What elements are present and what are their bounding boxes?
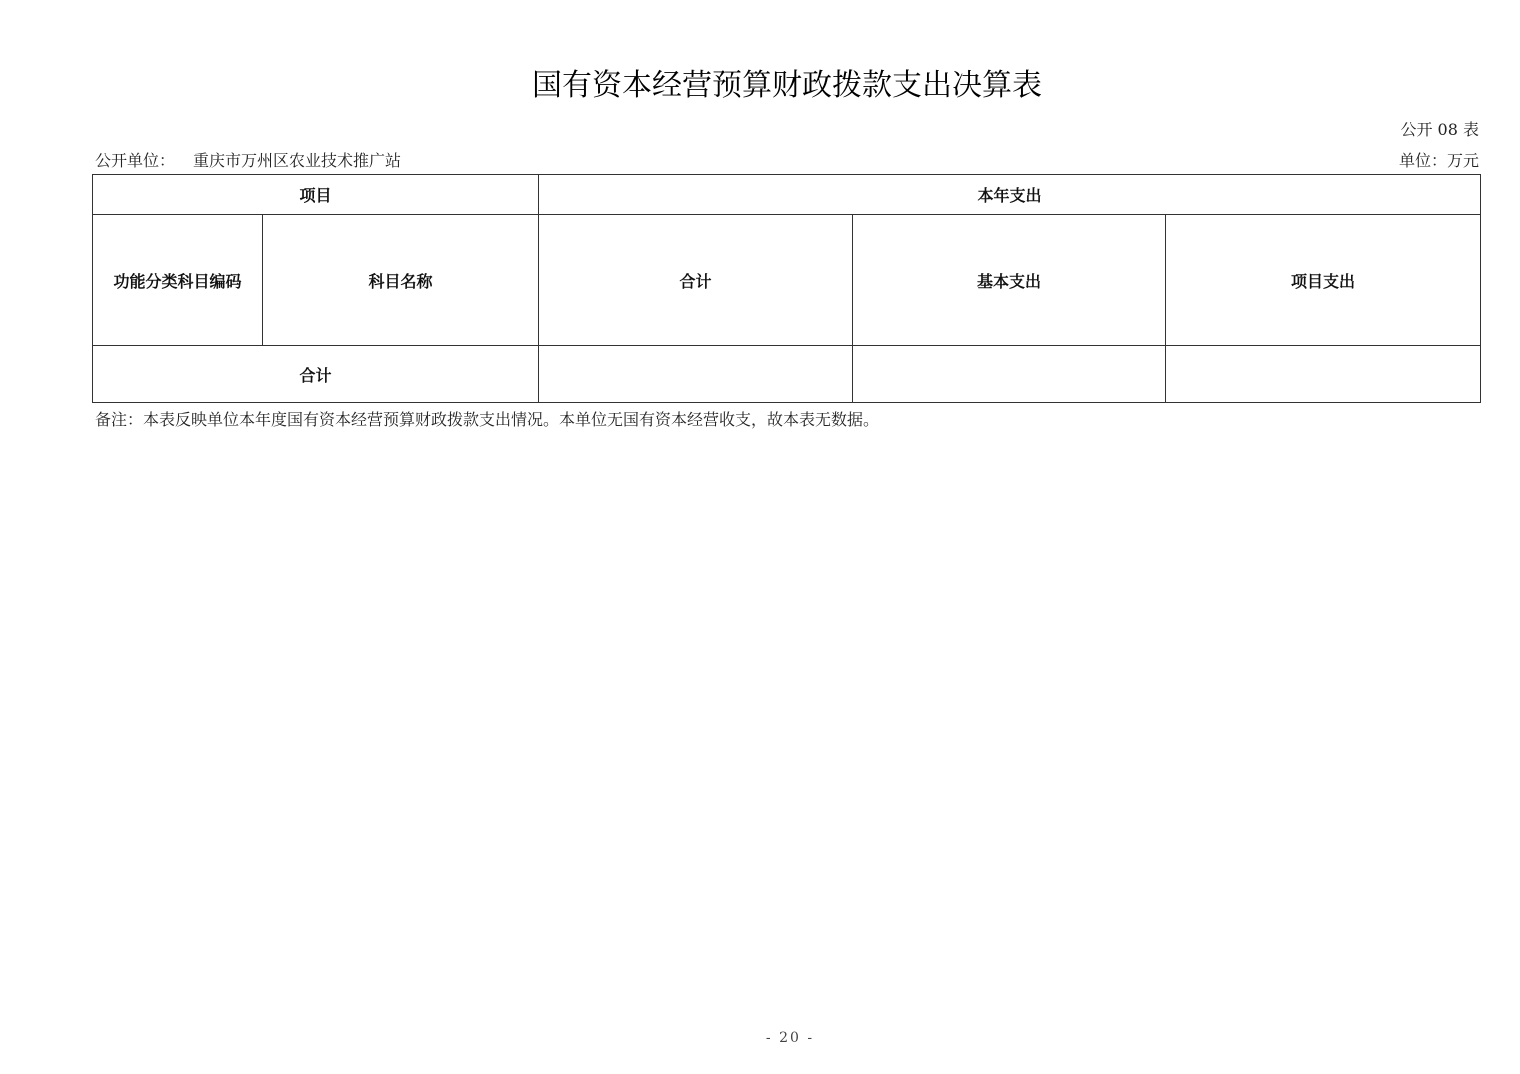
header-item: 项目: [93, 175, 539, 215]
currency-unit: 单位：万元: [1398, 151, 1479, 170]
total-label: 合计: [93, 346, 539, 403]
header-basic: 基本支出: [853, 215, 1166, 346]
project-value: [1166, 346, 1481, 403]
document-title: 国有资本经营预算财政拨款支出决算表: [532, 68, 1042, 103]
reporting-unit: [95, 148, 401, 171]
group-header-row: [93, 175, 1481, 215]
budget-expense-table: [92, 174, 1481, 403]
header-name: 科目名称: [263, 215, 539, 346]
table-note: 备注：本表反映单位本年度国有资本经营预算财政拨款支出情况。本单位无国有资本经营收支，故本表无数据。: [95, 410, 880, 429]
page-number: - 20 -: [765, 1030, 815, 1046]
header-current-year-expense: 本年支出: [539, 175, 1481, 215]
header-project: 项目支出: [1166, 215, 1481, 346]
total-row: [93, 346, 1481, 403]
form-number: 公开 08 表: [1400, 120, 1479, 139]
header-total: 合计: [539, 215, 853, 346]
column-header-row: [93, 215, 1481, 346]
reporting-unit-label: 公开单位：: [95, 151, 176, 170]
basic-value: [853, 346, 1166, 403]
reporting-unit-name: 重庆市万州区农业技术推广站: [193, 151, 402, 170]
total-value: [539, 346, 853, 403]
header-code: 功能分类科目编码: [93, 215, 263, 346]
